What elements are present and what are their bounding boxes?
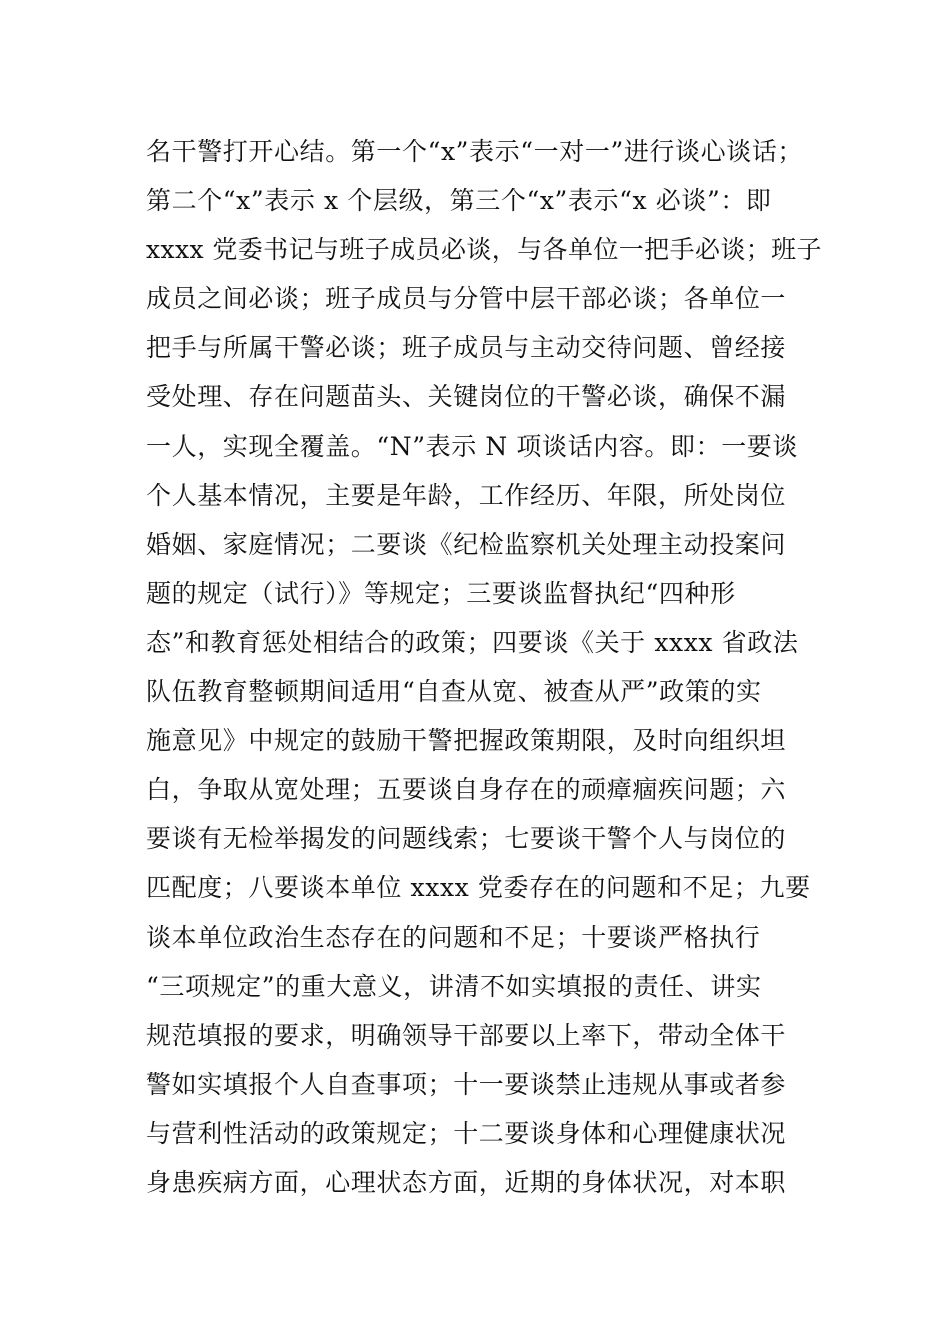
text-line: 匹配度；八要谈本单位 xxxx 党委存在的问题和不足；九要: [146, 873, 811, 903]
text-line: 成员之间必谈；班子成员与分管中层干部必谈；各单位一: [146, 284, 787, 314]
body-paragraph: [146, 127, 826, 1207]
text-line: 施意见》中规定的鼓励干警把握政策期限，及时向组织坦: [146, 726, 787, 756]
text-line: 题的规定（试行）》等规定；三要谈监督执纪“四种形: [146, 578, 736, 608]
text-line: 要谈有无检举揭发的问题线索；七要谈干警个人与岗位的: [146, 824, 787, 854]
text-line: 与营利性活动的政策规定；十二要谈身体和心理健康状况: [146, 1118, 787, 1148]
text-line: 警如实填报个人自查事项；十一要谈禁止违规从事或者参: [146, 1069, 787, 1099]
text-line: 名干警打开心结。第一个“x”表示“一对一”进行谈心谈话；: [146, 137, 804, 166]
text-line: 一人，实现全覆盖。“N”表示 N 项谈话内容。即：一要谈: [146, 431, 799, 461]
text-line: 规范填报的要求，明确领导干部要以上率下，带动全体干: [146, 1020, 787, 1050]
text-line: 队伍教育整顿期间适用“自查从宽、被查从严”政策的实: [146, 677, 762, 707]
text-line: 身患疾病方面，心理状态方面，近期的身体状况，对本职: [146, 1167, 787, 1197]
text-line: 受处理、存在问题苗头、关键岗位的干警必谈，确保不漏: [146, 382, 787, 412]
text-line: “三项规定”的重大意义，讲清不如实填报的责任、讲实: [146, 971, 762, 1001]
text-line: xxxx 党委书记与班子成员必谈，与各单位一把手必谈；班子: [146, 235, 822, 265]
text-line: 白，争取从宽处理；五要谈自身存在的顽瘴痼疾问题；六: [146, 775, 787, 805]
text-line: 第二个“x”表示 x 个层级，第三个“x”表示“x 必谈”：即: [146, 186, 772, 216]
text-line: 谈本单位政治生态存在的问题和不足；十要谈严格执行: [146, 922, 761, 952]
text-line: 把手与所属干警必谈；班子成员与主动交待问题、曾经接: [146, 333, 787, 363]
text-line: 态”和教育惩处相结合的政策；四要谈《关于 xxxx 省政法: [146, 627, 799, 657]
text-line: 婚姻、家庭情况；二要谈《纪检监察机关处理主动投案问: [146, 529, 787, 559]
text-line: 个人基本情况，主要是年龄，工作经历、年限，所处岗位: [146, 480, 787, 510]
